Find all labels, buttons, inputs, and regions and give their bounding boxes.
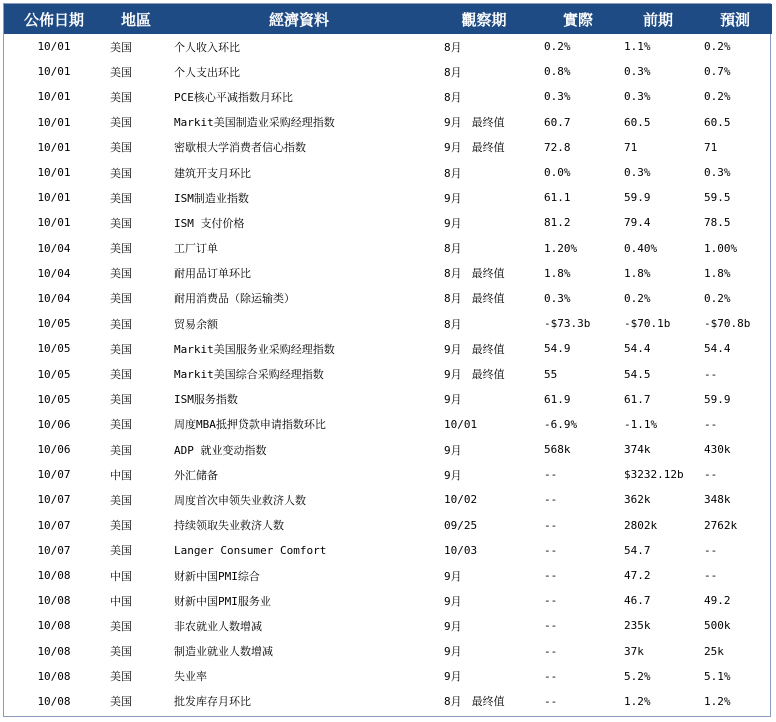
period-cell <box>430 664 538 689</box>
date-cell: 10/06 <box>37 443 71 457</box>
date-cell: 10/05 <box>37 392 71 406</box>
indicator-cell: 个人收入环比 <box>174 40 240 54</box>
previous-cell: -1.1% <box>624 417 658 431</box>
table-row <box>4 412 772 437</box>
actual-cell: -- <box>544 518 558 532</box>
actual-cell: -- <box>544 493 558 507</box>
indicator-cell: 贸易余额 <box>174 317 218 331</box>
region-cell: 美国 <box>110 65 132 79</box>
period-value: 9月 <box>444 342 462 356</box>
period-value: 9月 <box>444 368 462 382</box>
previous-cell: -$70.1b <box>624 317 671 331</box>
forecast-cell: 5.1% <box>704 669 731 683</box>
region-cell: 美国 <box>110 695 132 709</box>
period-cell <box>430 84 538 109</box>
period-value: 10/01 <box>444 417 478 431</box>
region-cell: 美国 <box>110 116 132 130</box>
table-row <box>4 185 772 210</box>
date-cell: 10/04 <box>37 241 71 255</box>
period-value: 8月 <box>444 166 462 180</box>
previous-cell: 0.3% <box>624 90 651 104</box>
previous-cell: 5.2% <box>624 669 651 683</box>
final-value-tag: 最终值 <box>471 292 505 306</box>
region-cell: 美国 <box>110 191 132 205</box>
header-actual: 實際 <box>562 10 593 29</box>
region-cell: 美国 <box>110 519 132 533</box>
forecast-cell: 0.3% <box>704 166 731 180</box>
period-cell <box>430 210 538 235</box>
forecast-cell: 1.8% <box>704 266 731 280</box>
indicator-cell: 财新中国PMI综合 <box>174 569 260 583</box>
region-cell: 中国 <box>110 468 132 482</box>
actual-cell: 0.3% <box>544 90 571 104</box>
actual-cell: 61.9 <box>544 392 571 406</box>
indicator-cell: Markit美国服务业采购经理指数 <box>174 342 335 356</box>
region-cell: 美国 <box>110 443 132 457</box>
period-cell <box>430 588 538 613</box>
period-cell <box>430 513 538 538</box>
period-cell <box>430 286 538 311</box>
period-value: 9月 <box>444 569 462 583</box>
table-row <box>4 311 772 336</box>
indicator-cell: 失业率 <box>174 670 207 684</box>
period-value: 8月 <box>444 267 462 281</box>
header-previous: 前期 <box>642 10 673 29</box>
date-cell: 10/01 <box>37 65 71 79</box>
indicator-cell: 工厂订单 <box>174 242 218 256</box>
economic-calendar <box>3 3 771 717</box>
date-cell: 10/08 <box>37 694 71 708</box>
actual-cell: 0.8% <box>544 65 571 79</box>
previous-cell: 61.7 <box>624 392 651 406</box>
period-cell <box>430 387 538 412</box>
date-cell: 10/07 <box>37 543 71 557</box>
actual-cell: -- <box>544 694 558 708</box>
table-row <box>4 261 772 286</box>
period-cell <box>430 462 538 487</box>
period-value: 10/02 <box>444 493 478 507</box>
period-value: 8月 <box>444 40 462 54</box>
indicator-cell: 持续领取失业救济人数 <box>174 519 284 533</box>
period-value: 8月 <box>444 90 462 104</box>
final-value-tag: 最终值 <box>471 116 505 130</box>
indicator-cell: 个人支出环比 <box>174 65 240 79</box>
previous-cell: 54.4 <box>624 342 651 356</box>
region-cell: 美国 <box>110 342 132 356</box>
forecast-cell: -- <box>704 543 718 557</box>
forecast-cell: 2762k <box>704 518 738 532</box>
period-cell <box>430 361 538 386</box>
indicator-cell: 建筑开支月环比 <box>174 166 251 180</box>
region-cell: 中国 <box>110 569 132 583</box>
period-cell <box>430 110 538 135</box>
previous-cell: 59.9 <box>624 191 651 205</box>
forecast-cell: 60.5 <box>704 115 731 129</box>
period-cell <box>430 311 538 336</box>
region-cell: 美国 <box>110 493 132 507</box>
table-row <box>4 639 772 664</box>
forecast-cell: 0.7% <box>704 65 731 79</box>
period-cell <box>430 412 538 437</box>
region-cell: 美国 <box>110 670 132 684</box>
period-cell <box>430 336 538 361</box>
previous-cell: 362k <box>624 493 651 507</box>
period-value: 8月 <box>444 242 462 256</box>
date-cell: 10/07 <box>37 518 71 532</box>
table-row <box>4 59 772 84</box>
date-cell: 10/07 <box>37 468 71 482</box>
table-row <box>4 361 772 386</box>
date-cell: 10/08 <box>37 569 71 583</box>
table-row <box>4 513 772 538</box>
indicator-cell: 耐用品订单环比 <box>174 267 251 281</box>
previous-cell: 374k <box>624 443 651 457</box>
region-cell: 美国 <box>110 645 132 659</box>
indicator-cell: 密歇根大学消费者信心指数 <box>174 141 306 155</box>
region-cell: 美国 <box>110 242 132 256</box>
indicator-cell: Markit美国制造业采购经理指数 <box>174 116 335 130</box>
header-date: 公佈日期 <box>23 10 84 29</box>
header-forecast: 預測 <box>719 10 750 29</box>
table-row <box>4 210 772 235</box>
region-cell: 美国 <box>110 141 132 155</box>
period-value: 9月 <box>444 141 462 155</box>
table-header-row <box>4 4 772 34</box>
previous-cell: 1.2% <box>624 694 651 708</box>
forecast-cell: 348k <box>704 493 731 507</box>
table-row <box>4 664 772 689</box>
actual-cell: -- <box>544 569 558 583</box>
header-indicator: 經濟資料 <box>268 10 329 29</box>
actual-cell: 0.2% <box>544 40 571 54</box>
previous-cell: 79.4 <box>624 216 651 230</box>
previous-cell: 0.3% <box>624 166 651 180</box>
period-cell <box>430 59 538 84</box>
date-cell: 10/01 <box>37 115 71 129</box>
final-value-tag: 最终值 <box>471 695 505 709</box>
period-value: 8月 <box>444 695 462 709</box>
region-cell: 美国 <box>110 166 132 180</box>
final-value-tag: 最终值 <box>471 267 505 281</box>
table-row <box>4 110 772 135</box>
period-value: 8月 <box>444 65 462 79</box>
period-value: 9月 <box>444 393 462 407</box>
period-cell <box>430 563 538 588</box>
date-cell: 10/06 <box>37 417 71 431</box>
actual-cell: 0.3% <box>544 291 571 305</box>
period-cell <box>430 261 538 286</box>
actual-cell: 55 <box>544 367 558 381</box>
indicator-cell: 耐用消费品（除运输类） <box>174 292 295 306</box>
date-cell: 10/04 <box>37 266 71 280</box>
period-value: 9月 <box>444 116 462 130</box>
region-cell: 美国 <box>110 544 132 558</box>
date-cell: 10/08 <box>37 594 71 608</box>
region-cell: 美国 <box>110 368 132 382</box>
previous-cell: $3232.12b <box>624 468 684 482</box>
period-cell <box>430 689 538 714</box>
actual-cell: -- <box>544 543 558 557</box>
period-value: 10/03 <box>444 543 478 557</box>
indicator-cell: Langer Consumer Comfort <box>174 543 327 557</box>
actual-cell: 72.8 <box>544 140 571 154</box>
actual-cell: -- <box>544 594 558 608</box>
previous-cell: 54.5 <box>624 367 651 381</box>
table-row <box>4 613 772 638</box>
period-cell <box>430 185 538 210</box>
forecast-cell: 49.2 <box>704 594 731 608</box>
forecast-cell: 0.2% <box>704 90 731 104</box>
forecast-cell: -- <box>704 468 718 482</box>
economic-data-table <box>4 4 772 714</box>
forecast-cell: -- <box>704 367 718 381</box>
table-row <box>4 563 772 588</box>
date-cell: 10/01 <box>37 216 71 230</box>
previous-cell: 54.7 <box>624 543 651 557</box>
date-cell: 10/08 <box>37 644 71 658</box>
date-cell: 10/01 <box>37 166 71 180</box>
date-cell: 10/01 <box>37 191 71 205</box>
actual-cell: -- <box>544 619 558 633</box>
period-cell <box>430 437 538 462</box>
header-period: 觀察期 <box>461 10 507 29</box>
date-cell: 10/05 <box>37 367 71 381</box>
region-cell: 中国 <box>110 594 132 608</box>
forecast-cell: 78.5 <box>704 216 731 230</box>
table-row <box>4 286 772 311</box>
period-value: 9月 <box>444 216 462 230</box>
forecast-cell: 1.2% <box>704 694 731 708</box>
indicator-cell: 周度首次申领失业救济人数 <box>174 493 306 507</box>
region-cell: 美国 <box>110 393 132 407</box>
previous-cell: 2802k <box>624 518 658 532</box>
indicator-cell: Markit美国综合采购经理指数 <box>174 368 324 382</box>
previous-cell: 235k <box>624 619 651 633</box>
region-cell: 美国 <box>110 317 132 331</box>
previous-cell: 47.2 <box>624 569 651 583</box>
previous-cell: 46.7 <box>624 594 651 608</box>
period-value: 9月 <box>444 645 462 659</box>
date-cell: 10/01 <box>37 40 71 54</box>
forecast-cell: 59.9 <box>704 392 731 406</box>
forecast-cell: 25k <box>704 644 724 658</box>
actual-cell: 568k <box>544 443 571 457</box>
forecast-cell: 430k <box>704 443 731 457</box>
previous-cell: 60.5 <box>624 115 651 129</box>
date-cell: 10/08 <box>37 669 71 683</box>
table-row <box>4 538 772 563</box>
table-row <box>4 462 772 487</box>
table-row <box>4 135 772 160</box>
indicator-cell: 批发库存月环比 <box>174 695 251 709</box>
region-cell: 美国 <box>110 619 132 633</box>
forecast-cell: 71 <box>704 140 718 154</box>
table-row <box>4 387 772 412</box>
period-cell <box>430 34 538 59</box>
date-cell: 10/08 <box>37 619 71 633</box>
period-value: 9月 <box>444 443 462 457</box>
table-row <box>4 34 772 59</box>
date-cell: 10/04 <box>37 291 71 305</box>
period-cell <box>430 487 538 512</box>
region-cell: 美国 <box>110 216 132 230</box>
final-value-tag: 最终值 <box>471 368 505 382</box>
previous-cell: 37k <box>624 644 644 658</box>
forecast-cell: -$70.8b <box>704 317 751 331</box>
forecast-cell: 54.4 <box>704 342 731 356</box>
date-cell: 10/01 <box>37 140 71 154</box>
forecast-cell: -- <box>704 569 718 583</box>
table-row <box>4 487 772 512</box>
table-row <box>4 588 772 613</box>
previous-cell: 1.1% <box>624 40 651 54</box>
period-cell <box>430 236 538 261</box>
period-cell <box>430 160 538 185</box>
actual-cell: -- <box>544 669 558 683</box>
period-value: 8月 <box>444 292 462 306</box>
table-row <box>4 437 772 462</box>
period-value: 8月 <box>444 317 462 331</box>
indicator-cell: ISM制造业指数 <box>174 191 249 205</box>
period-cell <box>430 639 538 664</box>
indicator-cell: PCE核心平减指数月环比 <box>174 90 293 104</box>
indicator-cell: ISM服务指数 <box>174 393 238 407</box>
forecast-cell: 500k <box>704 619 731 633</box>
forecast-cell: 1.00% <box>704 241 738 255</box>
date-cell: 10/05 <box>37 317 71 331</box>
actual-cell: -- <box>544 468 558 482</box>
table-row <box>4 160 772 185</box>
forecast-cell: 0.2% <box>704 40 731 54</box>
period-value: 9月 <box>444 619 462 633</box>
actual-cell: 60.7 <box>544 115 571 129</box>
previous-cell: 0.2% <box>624 291 651 305</box>
actual-cell: 81.2 <box>544 216 571 230</box>
indicator-cell: 非农就业人数增减 <box>174 619 262 633</box>
table-row <box>4 336 772 361</box>
indicator-cell: 制造业就业人数增减 <box>174 645 273 659</box>
previous-cell: 71 <box>624 140 638 154</box>
region-cell: 美国 <box>110 418 132 432</box>
period-value: 09/25 <box>444 518 478 532</box>
period-value: 9月 <box>444 594 462 608</box>
actual-cell: 61.1 <box>544 191 571 205</box>
final-value-tag: 最终值 <box>471 141 505 155</box>
forecast-cell: -- <box>704 417 718 431</box>
table-row <box>4 84 772 109</box>
actual-cell: 54.9 <box>544 342 571 356</box>
indicator-cell: 周度MBA抵押贷款申请指数环比 <box>174 418 326 432</box>
region-cell: 美国 <box>110 40 132 54</box>
period-cell <box>430 538 538 563</box>
period-cell <box>430 135 538 160</box>
actual-cell: -- <box>544 644 558 658</box>
indicator-cell: 外汇储备 <box>174 468 218 482</box>
table-row <box>4 689 772 714</box>
previous-cell: 1.8% <box>624 266 651 280</box>
region-cell: 美国 <box>110 292 132 306</box>
actual-cell: -6.9% <box>544 417 578 431</box>
forecast-cell: 59.5 <box>704 191 731 205</box>
date-cell: 10/07 <box>37 493 71 507</box>
date-cell: 10/05 <box>37 342 71 356</box>
indicator-cell: 财新中国PMI服务业 <box>174 594 271 608</box>
actual-cell: 1.8% <box>544 266 571 280</box>
actual-cell: -$73.3b <box>544 317 591 331</box>
period-value: 9月 <box>444 670 462 684</box>
period-value: 9月 <box>444 191 462 205</box>
region-cell: 美国 <box>110 267 132 281</box>
indicator-cell: ADP 就业变动指数 <box>174 443 267 457</box>
period-cell <box>430 613 538 638</box>
final-value-tag: 最终值 <box>471 342 505 356</box>
previous-cell: 0.3% <box>624 65 651 79</box>
indicator-cell: ISM 支付价格 <box>174 216 245 230</box>
table-row <box>4 236 772 261</box>
date-cell: 10/01 <box>37 90 71 104</box>
header-region: 地區 <box>120 10 151 29</box>
actual-cell: 0.0% <box>544 166 571 180</box>
actual-cell: 1.20% <box>544 241 578 255</box>
period-value: 9月 <box>444 468 462 482</box>
region-cell: 美国 <box>110 90 132 104</box>
forecast-cell: 0.2% <box>704 291 731 305</box>
previous-cell: 0.40% <box>624 241 658 255</box>
